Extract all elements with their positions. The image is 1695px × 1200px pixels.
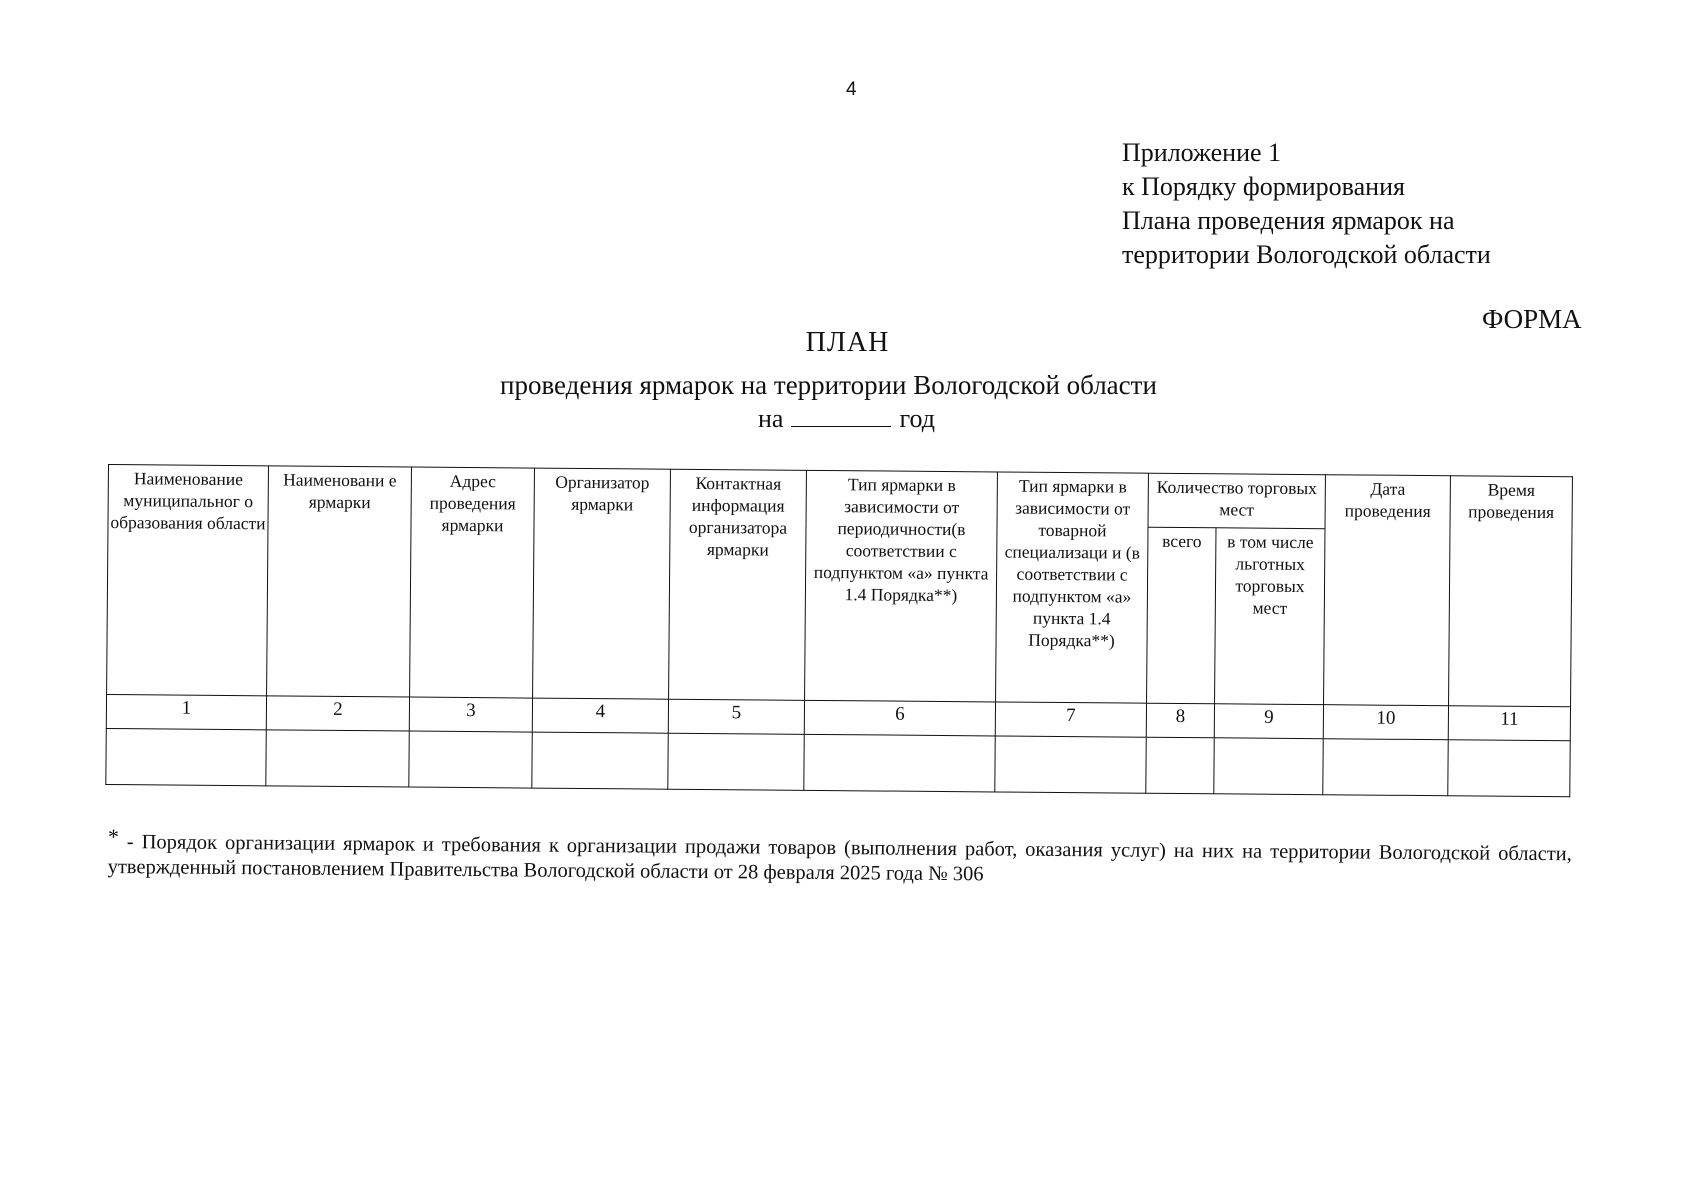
appendix-line: к Порядку формирования <box>1122 172 1405 201</box>
page-title: ПЛАН <box>805 327 890 358</box>
table-row <box>106 728 1570 796</box>
table-cell <box>106 728 266 785</box>
column-number: 7 <box>995 702 1146 737</box>
footnote <box>108 824 1572 892</box>
table-cell <box>995 736 1146 793</box>
plan-table <box>105 464 1573 797</box>
table-cell <box>1146 737 1214 794</box>
column-number: 2 <box>266 696 409 731</box>
table-cell <box>532 732 668 789</box>
footnote-text: - Порядок организации ярмарок и требования к организации продажи товаров (выполнения работ, оказания услуг) на них на территории Вологодской области, утвержденный постановлением Правительства Вологодской области от 28 февраля 2025 года № 306 <box>107 831 1572 886</box>
appendix-block <box>1122 136 1491 272</box>
header-organizer: Организатор ярмарки <box>533 468 671 699</box>
appendix-line: Приложение 1 <box>1122 138 1282 167</box>
column-number: 3 <box>409 697 532 732</box>
appendix-line: Плана проведения ярмарок на <box>1122 206 1455 235</box>
column-number: 8 <box>1146 703 1214 738</box>
year-line <box>758 404 935 434</box>
table-cell <box>668 733 804 790</box>
column-number: 6 <box>804 700 995 736</box>
appendix-line: территории Вологодской области <box>1122 240 1491 269</box>
header-fair-name: Наименовани е ярмарки <box>267 466 412 697</box>
table-cell <box>1448 740 1570 797</box>
page-subtitle: проведения ярмарок на территории Вологодской области <box>500 370 1157 400</box>
year-prefix: на <box>758 404 784 433</box>
table-cell <box>266 730 409 787</box>
header-type-periodicity: Тип ярмарки в зависимости от периодичности(в соответствии с подпунктом «а» пункта 1.4 Порядка**) <box>805 470 998 702</box>
header-municipality: Наименование муниципальног о образования области <box>107 465 269 696</box>
column-number: 5 <box>668 699 804 734</box>
column-number: 4 <box>532 698 668 733</box>
column-number: 1 <box>106 694 266 729</box>
header-preferential: в том числе льготных торговых мест <box>1215 528 1325 705</box>
form-label: ФОРМА <box>1482 304 1582 334</box>
column-number: 9 <box>1214 704 1323 739</box>
header-total: всего <box>1147 527 1216 704</box>
table-header-row <box>108 465 1572 531</box>
table-cell <box>1323 739 1448 796</box>
column-number: 10 <box>1323 705 1448 740</box>
header-trading-places: Количество торговых мест <box>1148 473 1325 528</box>
header-time: Время проведения <box>1449 476 1573 707</box>
header-type-specialization: Тип ярмарки в зависимости от товарной специализаци и (в соответствии с подпунктом «а» пункта 1.4 Порядка**) <box>996 472 1149 703</box>
page-number: 4 <box>846 79 857 100</box>
header-address: Адрес проведения ярмарки <box>410 467 535 698</box>
plan-table-container <box>105 464 1573 797</box>
table-cell <box>804 734 995 792</box>
table-cell <box>409 731 532 788</box>
footnote-mark: * <box>107 824 119 850</box>
header-contact-info: Контактная информация организатора ярмарки <box>669 469 807 700</box>
year-suffix: год <box>899 404 935 433</box>
year-blank <box>791 404 891 427</box>
column-number: 11 <box>1448 706 1570 741</box>
header-date: Дата проведения <box>1324 475 1451 706</box>
table-cell <box>1214 738 1323 795</box>
